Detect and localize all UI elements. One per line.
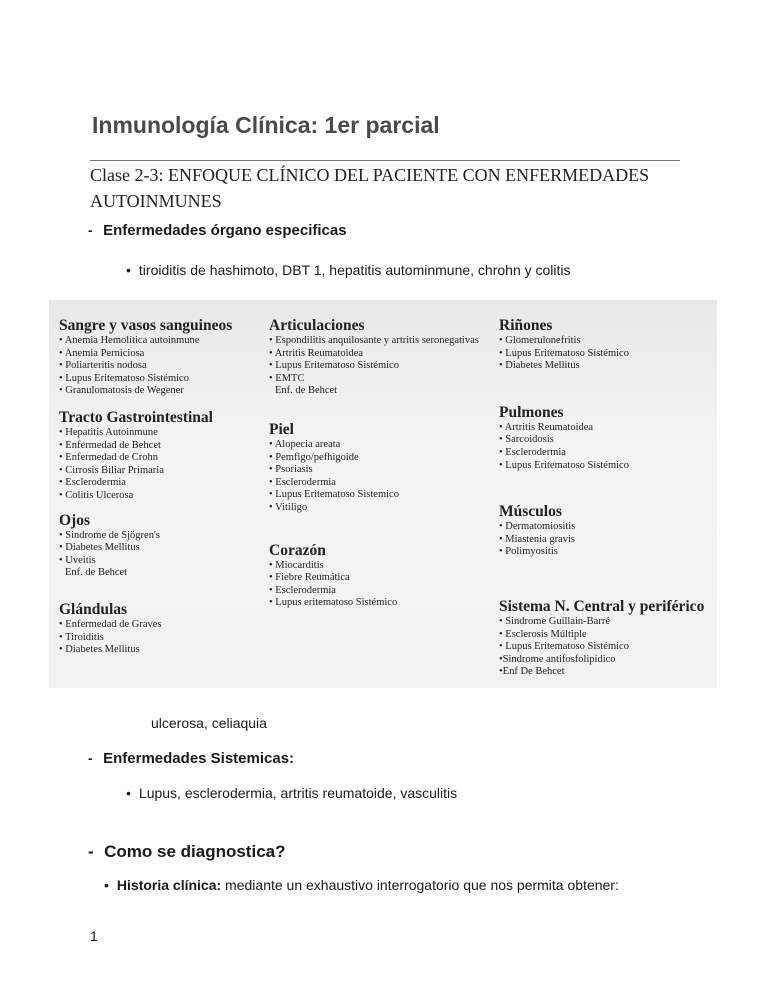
figure-group — [59, 316, 232, 398]
figure-group-item: • Sindrome Guillain-Barré — [499, 615, 610, 627]
figure-group-item: • Diabetes Mellitus — [59, 644, 140, 656]
figure-group-heading: Músculos — [499, 503, 562, 521]
figure-group-item: • Dermatomiositis — [499, 521, 576, 533]
dash-marker: - — [88, 842, 94, 861]
bullet-diagnosis — [104, 877, 619, 893]
figure-group-item: • Artritis Reumatoidea — [499, 421, 594, 433]
figure-group — [59, 408, 232, 503]
figure-group-item: • Diabetes Mellitus — [499, 360, 580, 372]
figure-group-item: • Esclerosis Múltiple — [499, 628, 587, 640]
figure-group-item: • Poliarteritis nodosa — [59, 360, 147, 372]
figure-column-2 — [269, 316, 479, 610]
figure-column-1 — [59, 316, 232, 657]
figure-group-heading: Sangre y vasos sanguineos — [59, 317, 233, 334]
dash-marker: - — [88, 222, 93, 238]
figure-group-item: • Tiroiditis — [59, 631, 104, 643]
figure-group-item: •Sindrome antifosfolipídico — [499, 653, 616, 665]
bullet-systemic — [126, 785, 457, 801]
dash-marker: - — [88, 750, 93, 766]
figure-group-item: • Cirrosis Biliar Primaria — [59, 464, 164, 476]
page-title: Inmunología Clínica: 1er parcial — [92, 112, 440, 138]
section-diagnosis — [88, 842, 286, 862]
figure-group-item: • Enfermedad de Graves — [59, 618, 162, 630]
figure-group-item: • Lupus Eritematoso Sistémico — [499, 459, 629, 471]
figure-group-item: • Lupus Eritematoso Sistémico — [59, 372, 189, 384]
figure-group-heading: Piel — [269, 420, 294, 438]
figure-group — [269, 541, 479, 610]
autoimmune-diseases-figure — [49, 300, 717, 688]
figure-group-item: • Lupus Eritematoso Sistemico — [269, 489, 399, 501]
figure-group-item: • Esclerodermia — [499, 446, 566, 458]
bullet-text: tiroiditis de hashimoto, DBT 1, hepatitis autominmune, chrohn y colitis — [138, 262, 571, 278]
figure-group-item: • Polimyositis — [499, 546, 558, 558]
section-heading: Enfermedades Sistemicas: — [103, 750, 295, 767]
figure-group-heading: Corazón — [269, 541, 326, 559]
figure-group-item: • Anemia Hemolítica autoinmune — [59, 335, 200, 346]
figure-group-item: • Glomerulonefritis — [499, 335, 581, 346]
figure-group-item: • Esclerodermia — [269, 476, 336, 488]
bullet-dot: • — [104, 877, 109, 893]
figure-group-item: • Fiebre Reumática — [269, 572, 350, 584]
figure-group — [269, 420, 479, 515]
figure-group — [499, 316, 704, 373]
bullet-text: Lupus, esclerodermia, artritis reumatoide, vasculitis — [138, 785, 458, 801]
class-heading-line1: Clase 2-3: ENFOQUE CLÍNICO DEL PACIENTE CON ENFERMEDADES — [90, 165, 650, 185]
figure-group-item: • Esclerodermia — [269, 584, 336, 596]
title-divider — [90, 160, 680, 161]
bullet-dot: • — [126, 262, 131, 278]
figure-group-heading: Tracto Gastrointestinal — [59, 408, 213, 426]
figure-group-heading: Articulaciones — [269, 317, 365, 334]
section-systemic — [88, 750, 294, 768]
figure-group-heading: Pulmones — [499, 403, 564, 421]
figure-group-item: • Espondilitis anquilosante y artritis seronegativas — [269, 335, 479, 346]
figure-group — [59, 511, 232, 580]
figure-group-item: • Vitiligo — [269, 501, 308, 513]
figure-group-item: • Miastenia gravis — [499, 533, 575, 545]
figure-group-item: • Hepatitis Autoinmune — [59, 426, 158, 438]
figure-group-item: • Granulomatosis de Wegener — [59, 385, 184, 397]
bullet-continuation: ulcerosa, celiaquia — [151, 715, 267, 731]
figure-column-3 — [499, 316, 704, 679]
section-heading: Enfermedades órgano especificas — [103, 222, 347, 239]
figure-group — [269, 316, 479, 398]
figure-group-item: • Diabetes Mellitus — [59, 542, 140, 554]
class-heading-line2: AUTOINMUNES — [90, 191, 222, 211]
figure-group-item: Enf. de Behcet — [65, 567, 128, 579]
figure-group-heading: Glándulas — [59, 600, 128, 618]
figure-group-item: • Pemfigo/pefhigoide — [269, 451, 359, 463]
figure-group-item: • Lupus Eritematoso Sistémico — [499, 347, 629, 359]
figure-group-item: • Miocarditis — [269, 559, 324, 571]
bullet-text: mediante un exhaustivo interrogatorio que nos permita obtener: — [221, 877, 619, 893]
figure-group-item: • Sarcoidosis — [499, 434, 554, 446]
figure-group-item: • Colitis Ulcerosa — [59, 489, 134, 501]
figure-group-item: • Esclerodermia — [59, 477, 126, 489]
figure-group-item: • Lupus eritematoso Sistémico — [269, 597, 398, 609]
figure-group-item: • Lupus Eritematoso Sistémico — [499, 641, 629, 653]
figure-group-item: • Psoriasis — [269, 464, 313, 476]
figure-group-item: • EMTC — [269, 372, 305, 384]
figure-group-item: • Sindrome de Sjögren's — [59, 529, 160, 541]
figure-group-item: • Artritis Reumatoidea — [269, 347, 364, 359]
section-heading: Como se diagnostica? — [104, 842, 286, 861]
figure-group-item: • Enfermedad de Behcet — [59, 439, 161, 451]
figure-group — [499, 597, 704, 679]
figure-group-heading: Sistema N. Central y periférico — [499, 597, 705, 615]
figure-group-item: • Anemia Perniciosa — [59, 347, 145, 359]
figure-group-heading: Riñones — [499, 317, 553, 334]
figure-group — [499, 403, 704, 472]
section-organ-specific — [88, 222, 347, 240]
page-number: 1 — [90, 928, 98, 944]
figure-group-heading: Ojos — [59, 511, 90, 529]
figure-group-item: • Enfermedad de Crohn — [59, 452, 159, 464]
bullet-bold-label: Historia clínica: — [116, 877, 222, 893]
figure-group-item: • Uveitis — [59, 554, 96, 566]
figure-group-item: • Alopecia areata — [269, 438, 341, 450]
class-heading — [90, 162, 670, 214]
figure-group — [499, 502, 704, 559]
bullet-dot: • — [126, 785, 131, 801]
figure-group-item: •Enf De Behcet — [499, 666, 565, 678]
figure-group-item: Enf. de Behcet — [275, 385, 338, 397]
figure-group-item: • Lupus Eritematoso Sistémico — [269, 360, 399, 372]
figure-group — [59, 600, 232, 657]
bullet-organ-specific — [126, 262, 571, 278]
